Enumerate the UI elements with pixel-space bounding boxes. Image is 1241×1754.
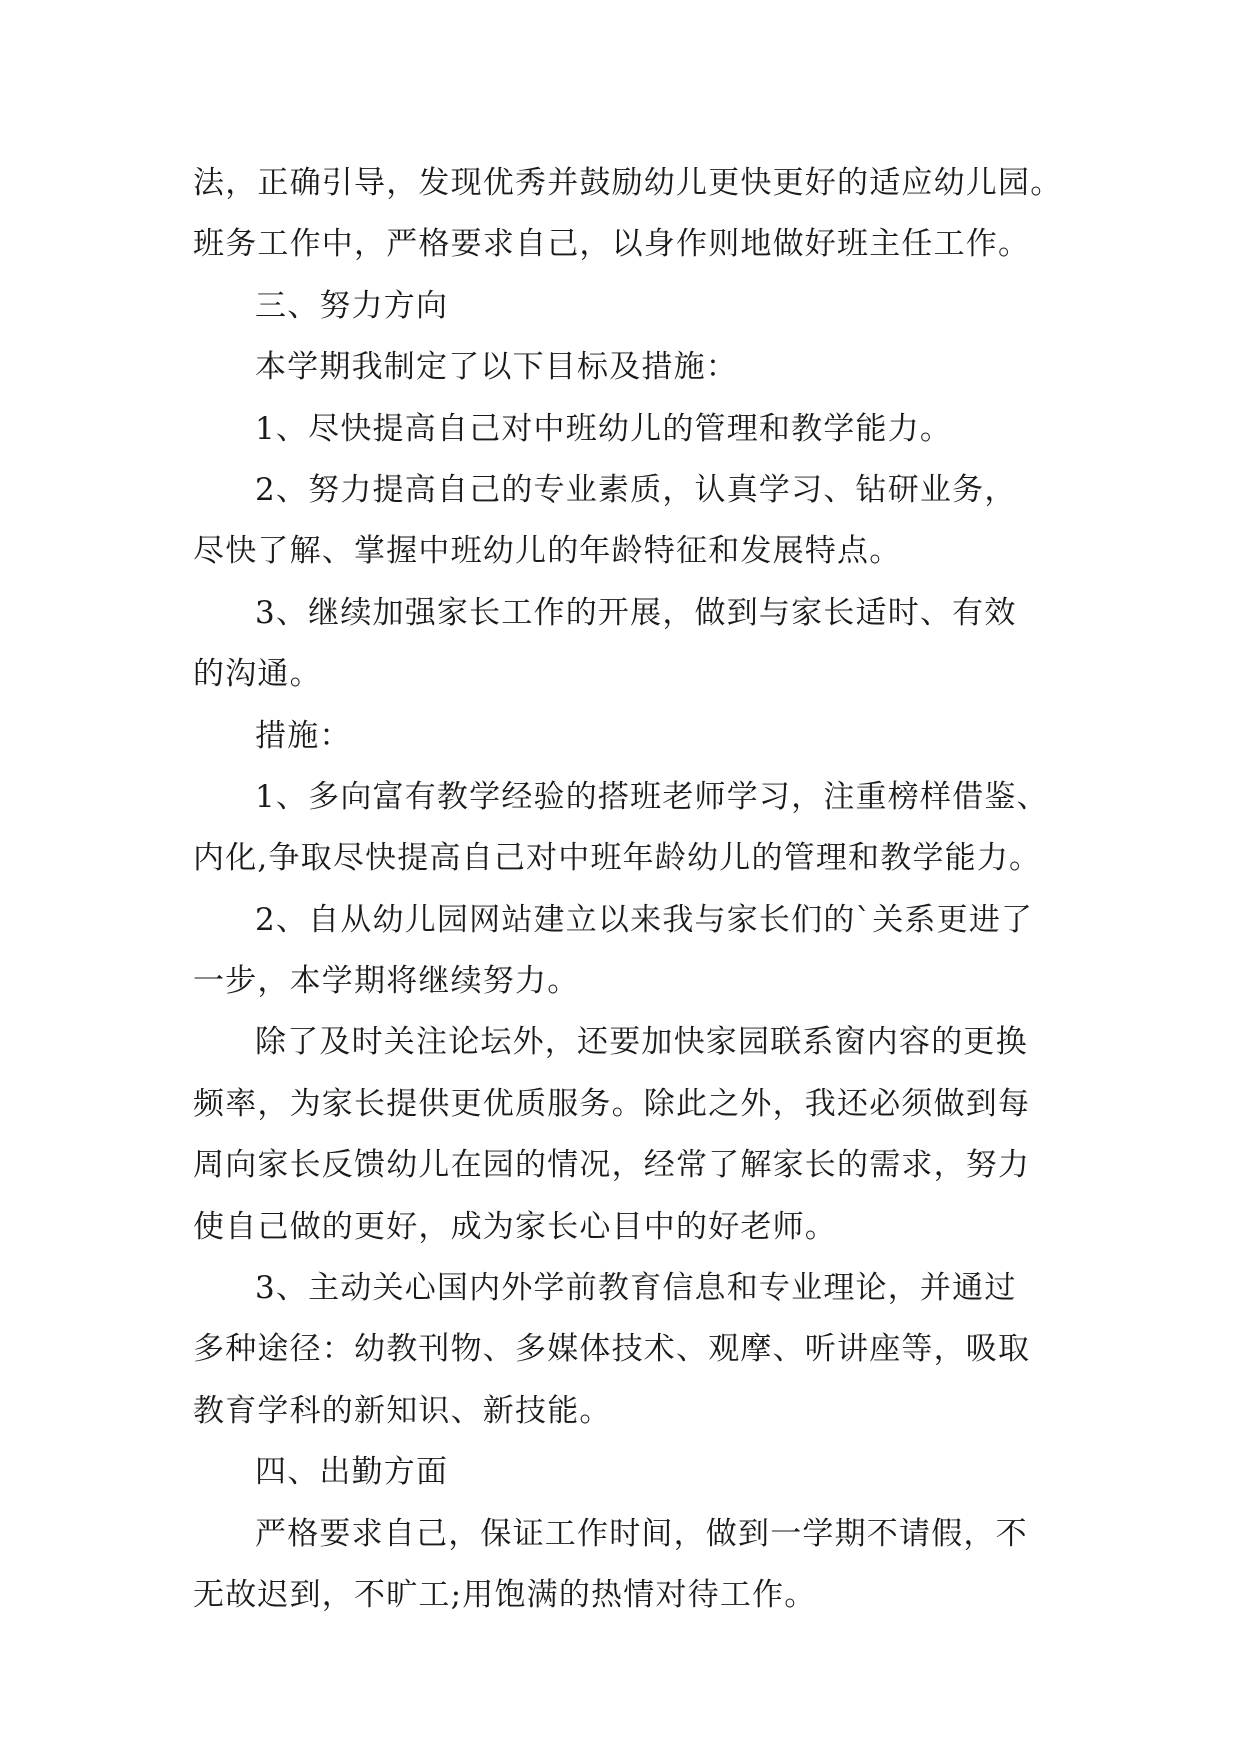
text-line: 1、尽快提高自己对中班幼儿的管理和教学能力。 (255, 410, 953, 447)
text-line: 的沟通。 (193, 656, 322, 693)
text-line: 除了及时关注论坛外，还要加快家园联系窗内容的更换 (255, 1024, 1028, 1061)
text-line: 3、主动关心国内外学前教育信息和专业理论，并通过 (255, 1270, 1017, 1307)
text-line: 教育学科的新知识、新技能。 (193, 1392, 612, 1429)
section-heading: 四、出勤方面 (255, 1454, 449, 1491)
section-heading: 三、努力方向 (255, 287, 449, 324)
text-line: 法，正确引导，发现优秀并鼓励幼儿更快更好的适应幼儿园。 (193, 165, 1063, 201)
text-line: 使自己做的更好，成为家长心目中的好老师。 (193, 1208, 837, 1245)
text-line: 班务工作中，严格要求自己，以身作则地做好班主任工作。 (193, 226, 1031, 263)
document-body (193, 153, 1073, 1626)
text-line: 3、继续加强家长工作的开展，做到与家长适时、有效 (255, 594, 1017, 631)
text-line: 多种途径：幼教刊物、多媒体技术、观摩、听讲座等，吸取 (193, 1331, 1031, 1368)
text-line: 严格要求自己，保证工作时间，做到一学期不请假，不 (255, 1515, 1028, 1552)
text-line: 频率，为家长提供更优质服务。除此之外，我还必须做到每 (193, 1085, 1031, 1122)
text-line: 本学期我制定了以下目标及措施： (255, 349, 738, 386)
text-line: 内化,争取尽快提高自己对中班年龄幼儿的管理和教学能力。 (193, 840, 1042, 877)
section-heading: 措施： (255, 717, 352, 754)
text-line: 1、多向富有教学经验的搭班老师学习，注重榜样借鉴、 (255, 778, 1049, 815)
text-line: 尽快了解、掌握中班幼儿的年龄特征和发展特点。 (193, 533, 902, 570)
text-line: 2、自从幼儿园网站建立以来我与家长们的`关系更进了 (255, 901, 1034, 938)
text-line: 2、努力提高自己的专业素质，认真学习、钻研业务， (255, 471, 1017, 508)
text-line: 无故迟到，不旷工;用饱满的热情对待工作。 (193, 1576, 817, 1613)
text-line: 一步，本学期将继续努力。 (193, 963, 580, 1000)
text-line: 周向家长反馈幼儿在园的情况，经常了解家长的需求，努力 (193, 1147, 1031, 1184)
